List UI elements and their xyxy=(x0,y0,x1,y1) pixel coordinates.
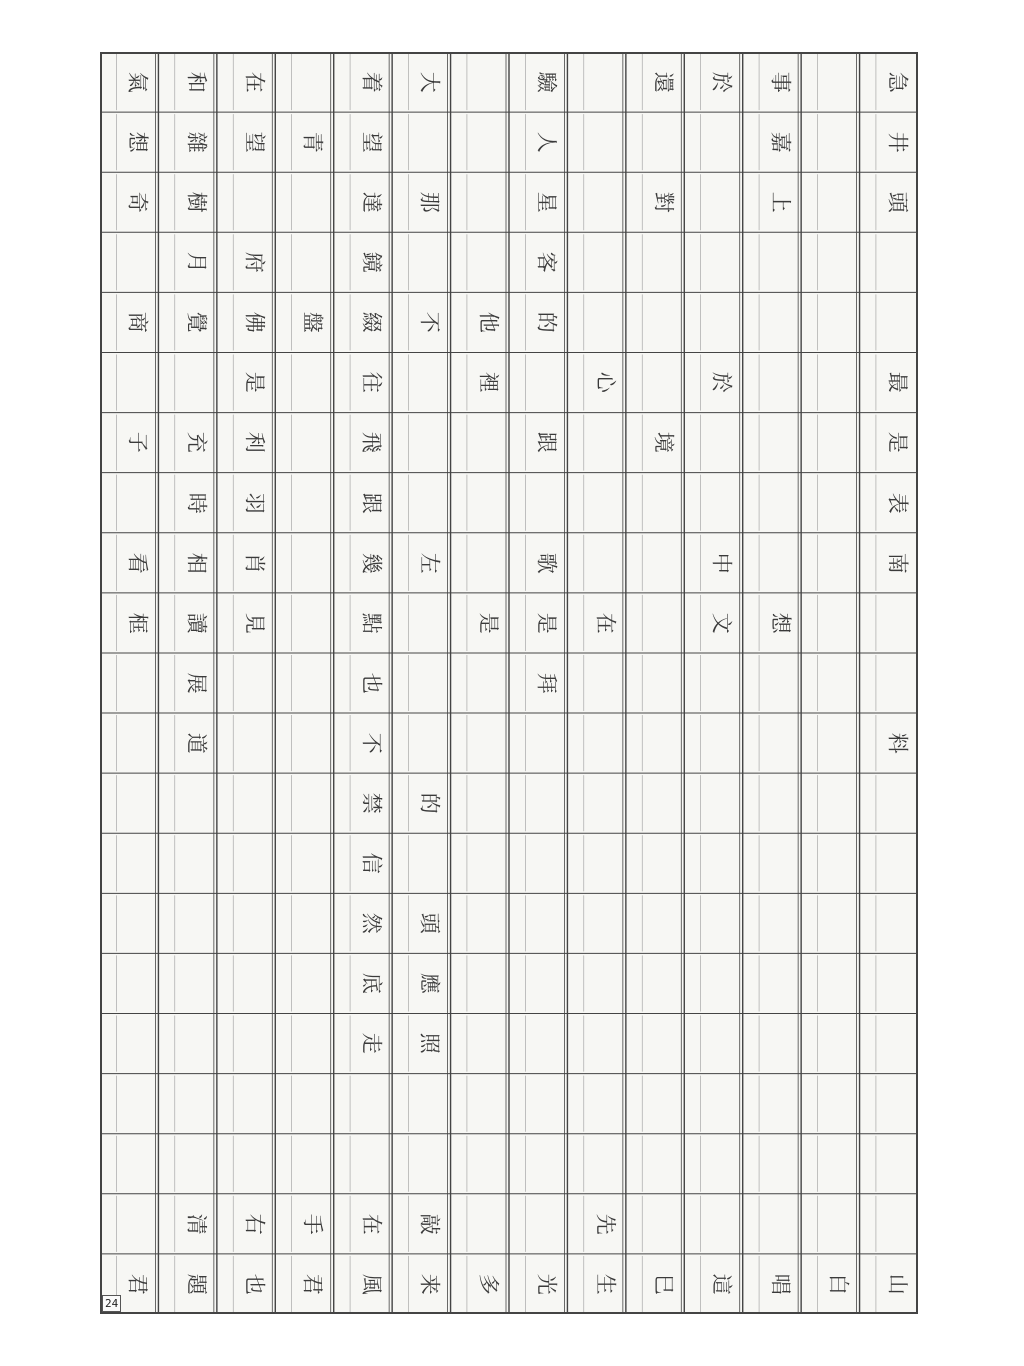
grid-cell: 中 xyxy=(710,552,735,574)
grid-cell: 是 xyxy=(242,372,267,393)
grid-cell xyxy=(579,1077,631,1129)
grid-cell xyxy=(754,657,806,709)
grid-cell xyxy=(812,777,864,829)
grid-cell xyxy=(286,56,338,108)
grid-cell: 是 xyxy=(476,612,501,634)
grid-cell xyxy=(520,1198,572,1250)
grid-cell xyxy=(871,236,923,288)
grid-cell xyxy=(637,1198,689,1250)
grid-cell xyxy=(228,657,280,709)
grid-cell xyxy=(462,537,514,589)
grid-cell xyxy=(286,1077,338,1129)
grid-cell xyxy=(637,597,689,649)
grid-cell: 利 xyxy=(242,432,267,454)
grid-cell xyxy=(462,56,514,108)
grid-cell: 驗 xyxy=(534,71,559,93)
grid-cell xyxy=(871,1198,923,1250)
grid-cell: 盤 xyxy=(301,311,326,333)
grid-cell: 見 xyxy=(242,612,267,634)
grid-cell xyxy=(695,296,747,348)
grid-cell xyxy=(403,416,455,468)
grid-cell: 急 xyxy=(885,71,910,93)
grid-cell xyxy=(462,1198,514,1250)
grid-cell xyxy=(754,296,806,348)
grid-cell: 想 xyxy=(768,612,793,634)
grid-cell xyxy=(812,416,864,468)
grid-cell: 風 xyxy=(359,1273,384,1295)
grid-cell xyxy=(228,897,280,949)
grid-cell xyxy=(637,1138,689,1190)
grid-cell xyxy=(170,1017,222,1069)
grid-cell xyxy=(111,356,163,408)
grid-cell: 最 xyxy=(885,372,910,393)
grid-cell xyxy=(579,777,631,829)
grid-cell xyxy=(871,1017,923,1069)
grid-cell: 氣 xyxy=(125,71,150,93)
grid-cell xyxy=(695,1198,747,1250)
grid-cell: 人 xyxy=(534,131,559,153)
grid-cell: 對 xyxy=(651,191,676,213)
grid-cell xyxy=(462,236,514,288)
grid-cell xyxy=(170,1138,222,1190)
grid-cell: 充 xyxy=(184,432,209,454)
grid-cell: 跟 xyxy=(534,432,559,454)
grid-cell xyxy=(637,657,689,709)
grid-cell: 佛 xyxy=(242,311,267,333)
grid-cell xyxy=(579,837,631,889)
grid-cell xyxy=(637,1017,689,1069)
grid-cell xyxy=(111,1138,163,1190)
grid-cell: 文 xyxy=(710,612,735,634)
grid-cell xyxy=(871,957,923,1009)
grid-cell xyxy=(637,957,689,1009)
grid-cell xyxy=(228,837,280,889)
grid-cell xyxy=(754,957,806,1009)
grid-cell: 大 xyxy=(418,71,443,93)
grid-cell: 展 xyxy=(184,672,209,694)
grid-cell: 和 xyxy=(184,71,209,93)
grid-cell xyxy=(637,236,689,288)
grid-cell: 事 xyxy=(768,71,793,93)
grid-cell: 也 xyxy=(359,672,384,694)
grid-cell xyxy=(579,717,631,769)
grid-cell xyxy=(286,236,338,288)
grid-cell xyxy=(637,897,689,949)
grid-cell xyxy=(170,957,222,1009)
grid-cell xyxy=(579,1138,631,1190)
grid-cell: 拜 xyxy=(534,672,559,694)
grid-cell xyxy=(462,477,514,529)
grid-cell xyxy=(637,116,689,168)
grid-cell xyxy=(286,717,338,769)
grid-cell: 裡 xyxy=(476,372,501,393)
grid-cell xyxy=(462,116,514,168)
grid-cell xyxy=(579,477,631,529)
grid-cell xyxy=(812,837,864,889)
grid-cell xyxy=(403,356,455,408)
grid-cell xyxy=(871,777,923,829)
manuscript-grid-sheet xyxy=(100,52,918,1314)
grid-cell xyxy=(695,717,747,769)
grid-cell xyxy=(754,777,806,829)
grid-cell: 南 xyxy=(885,552,910,574)
grid-cell xyxy=(286,477,338,529)
grid-cell xyxy=(462,717,514,769)
grid-cell: 然 xyxy=(359,912,384,934)
grid-cell: 在 xyxy=(359,1213,384,1235)
grid-cell xyxy=(754,1138,806,1190)
grid-cell xyxy=(695,1138,747,1190)
grid-cell: 羽 xyxy=(242,492,267,514)
grid-cell xyxy=(812,957,864,1009)
grid-cell xyxy=(695,236,747,288)
grid-cell xyxy=(111,1017,163,1069)
grid-cell xyxy=(228,717,280,769)
grid-cell xyxy=(520,837,572,889)
grid-cell xyxy=(520,1077,572,1129)
grid-cell xyxy=(812,56,864,108)
grid-cell: 望 xyxy=(242,131,267,153)
grid-cell xyxy=(637,777,689,829)
grid-cell: 相 xyxy=(184,552,209,574)
grid-cell xyxy=(579,957,631,1009)
grid-cell: 是 xyxy=(885,432,910,454)
grid-cell xyxy=(812,296,864,348)
grid-cell: 嘉 xyxy=(768,131,793,153)
grid-cell xyxy=(695,1077,747,1129)
grid-cell xyxy=(170,897,222,949)
grid-cell: 道 xyxy=(184,732,209,754)
grid-cell: 是 xyxy=(534,612,559,634)
grid-cell: 手 xyxy=(301,1213,326,1235)
grid-cell: 想 xyxy=(125,131,150,153)
grid-cell: 左 xyxy=(418,552,443,574)
grid-cell xyxy=(520,777,572,829)
grid-cell xyxy=(170,777,222,829)
grid-cell xyxy=(871,597,923,649)
grid-cell xyxy=(637,356,689,408)
grid-cell xyxy=(637,1077,689,1129)
grid-cell xyxy=(286,1138,338,1190)
grid-cell: 達 xyxy=(359,191,384,213)
grid-cell xyxy=(462,1077,514,1129)
grid-cell: 的 xyxy=(418,792,443,814)
grid-cell xyxy=(111,777,163,829)
grid-cell xyxy=(286,657,338,709)
grid-cell xyxy=(111,236,163,288)
grid-cell xyxy=(403,657,455,709)
grid-cell: 在 xyxy=(242,71,267,93)
grid-cell: 客 xyxy=(534,251,559,273)
grid-cell xyxy=(520,1138,572,1190)
grid-cell: 頭 xyxy=(885,191,910,213)
grid-cell xyxy=(462,416,514,468)
grid-cell xyxy=(286,837,338,889)
grid-cell xyxy=(228,1017,280,1069)
grid-cell xyxy=(754,477,806,529)
grid-cell: 那 xyxy=(418,191,443,213)
grid-cell xyxy=(286,416,338,468)
grid-cell: 右 xyxy=(242,1213,267,1235)
grid-cell xyxy=(871,1077,923,1129)
grid-cell: 底 xyxy=(359,972,384,994)
grid-cell: 這 xyxy=(710,1273,735,1295)
grid-cell: 綴 xyxy=(359,311,384,333)
grid-cell: 多 xyxy=(476,1273,501,1295)
grid-cell: 的 xyxy=(534,311,559,333)
grid-cell xyxy=(812,657,864,709)
grid-cell xyxy=(462,957,514,1009)
grid-cell xyxy=(462,657,514,709)
grid-cell xyxy=(286,957,338,1009)
grid-cell: 覺 xyxy=(184,311,209,333)
grid-cell xyxy=(111,837,163,889)
grid-cell xyxy=(695,416,747,468)
grid-cell: 奇 xyxy=(125,191,150,213)
grid-cell: 望 xyxy=(359,131,384,153)
grid-cell xyxy=(462,176,514,228)
grid-cell xyxy=(579,537,631,589)
grid-cell xyxy=(228,957,280,1009)
grid-cell xyxy=(754,1198,806,1250)
grid-cell xyxy=(520,717,572,769)
grid-cell: 歌 xyxy=(534,552,559,574)
grid-cell xyxy=(812,356,864,408)
grid-cell xyxy=(111,1077,163,1129)
grid-cell xyxy=(520,1017,572,1069)
grid-cell xyxy=(695,657,747,709)
grid-cell xyxy=(462,837,514,889)
grid-cell: 星 xyxy=(534,191,559,213)
grid-cell: 巳 xyxy=(651,1273,676,1295)
grid-cell: 鏡 xyxy=(359,251,384,273)
grid-cell xyxy=(754,1077,806,1129)
grid-cell: 雜 xyxy=(184,131,209,153)
grid-cell xyxy=(111,477,163,529)
grid-cell: 唱 xyxy=(768,1273,793,1295)
grid-cell xyxy=(228,777,280,829)
grid-cell xyxy=(462,1138,514,1190)
grid-cell xyxy=(695,477,747,529)
grid-cell xyxy=(579,56,631,108)
grid-cell xyxy=(812,176,864,228)
grid-cell: 應 xyxy=(418,972,443,994)
grid-cell xyxy=(871,657,923,709)
grid-cell xyxy=(286,356,338,408)
grid-cell xyxy=(579,116,631,168)
grid-cell xyxy=(170,837,222,889)
grid-cell xyxy=(579,657,631,709)
grid-cell xyxy=(812,477,864,529)
grid-cell: 禁 xyxy=(359,792,384,814)
grid-cell xyxy=(812,897,864,949)
grid-cell xyxy=(228,1077,280,1129)
grid-cell xyxy=(345,1077,397,1129)
grid-cell xyxy=(462,1017,514,1069)
grid-cell: 君 xyxy=(301,1273,326,1295)
grid-cell xyxy=(695,116,747,168)
grid-cell xyxy=(403,236,455,288)
grid-cell: 頭 xyxy=(418,912,443,934)
grid-cell xyxy=(812,597,864,649)
grid-cell xyxy=(286,777,338,829)
grid-cell xyxy=(812,1017,864,1069)
grid-cell: 看 xyxy=(125,552,150,574)
grid-cell xyxy=(170,1077,222,1129)
grid-cell xyxy=(695,777,747,829)
grid-cell xyxy=(812,717,864,769)
grid-cell: 心 xyxy=(593,372,618,393)
grid-cell xyxy=(111,1198,163,1250)
grid-cell xyxy=(871,1138,923,1190)
grid-cell: 點 xyxy=(359,612,384,634)
grid-cell xyxy=(637,717,689,769)
grid-cell xyxy=(228,1138,280,1190)
grid-cell xyxy=(403,837,455,889)
grid-cell: 於 xyxy=(710,372,735,393)
grid-cell: 光 xyxy=(534,1273,559,1295)
grid-cell xyxy=(579,897,631,949)
grid-cell: 料 xyxy=(885,732,910,754)
grid-cell xyxy=(812,537,864,589)
grid-cell xyxy=(871,897,923,949)
grid-cell xyxy=(579,1017,631,1069)
grid-cell xyxy=(286,537,338,589)
grid-cell xyxy=(111,897,163,949)
grid-cell xyxy=(286,176,338,228)
grid-cell xyxy=(812,1198,864,1250)
grid-cell xyxy=(579,416,631,468)
grid-cell xyxy=(637,537,689,589)
grid-cell: 井 xyxy=(885,131,910,153)
grid-cell xyxy=(520,477,572,529)
grid-cell xyxy=(345,1138,397,1190)
grid-cell xyxy=(403,477,455,529)
grid-cell xyxy=(403,717,455,769)
grid-cell xyxy=(812,236,864,288)
grid-cell: 清 xyxy=(184,1213,209,1235)
grid-cell xyxy=(754,236,806,288)
grid-cell: 上 xyxy=(768,191,793,213)
grid-cell xyxy=(579,296,631,348)
grid-cell xyxy=(462,777,514,829)
grid-cell xyxy=(403,1077,455,1129)
grid-cell xyxy=(403,597,455,649)
grid-cell xyxy=(695,837,747,889)
grid-cell xyxy=(170,356,222,408)
grid-cell xyxy=(111,717,163,769)
grid-cell xyxy=(754,537,806,589)
grid-cell xyxy=(579,236,631,288)
grid-cell: 不 xyxy=(418,311,443,333)
grid-cell xyxy=(754,356,806,408)
grid-cell: 白 xyxy=(827,1273,852,1295)
grid-cell xyxy=(812,116,864,168)
grid-cell: 肖 xyxy=(242,552,267,574)
grid-cell: 敲 xyxy=(418,1213,443,1235)
grid-cell: 子 xyxy=(125,432,150,454)
grid-cell: 跟 xyxy=(359,492,384,514)
grid-cell xyxy=(695,1017,747,1069)
grid-cell: 在 xyxy=(593,612,618,634)
grid-cell: 往 xyxy=(359,372,384,393)
grid-cell xyxy=(754,1017,806,1069)
grid-cell xyxy=(754,897,806,949)
grid-cell xyxy=(637,477,689,529)
grid-cell xyxy=(695,176,747,228)
grid-cell xyxy=(754,717,806,769)
grid-cell xyxy=(403,1138,455,1190)
grid-cell: 框 xyxy=(125,612,150,634)
grid-cell: 也 xyxy=(242,1273,267,1295)
grid-cell: 幾 xyxy=(359,552,384,574)
grid-cell xyxy=(695,957,747,1009)
grid-cell: 君 xyxy=(125,1273,150,1295)
grid-cell: 着 xyxy=(359,71,384,93)
grid-cell xyxy=(286,897,338,949)
grid-cell xyxy=(520,957,572,1009)
grid-cell: 府 xyxy=(242,251,267,273)
page-number-label: 24 xyxy=(102,1295,121,1312)
grid-cell: 先 xyxy=(593,1213,618,1235)
grid-cell: 於 xyxy=(710,71,735,93)
grid-cells xyxy=(100,52,918,1314)
grid-cell: 樹 xyxy=(184,191,209,213)
grid-cell xyxy=(286,1017,338,1069)
grid-cell: 山 xyxy=(885,1273,910,1295)
grid-cell xyxy=(871,296,923,348)
grid-cell: 還 xyxy=(651,71,676,93)
grid-cell: 讀 xyxy=(184,612,209,634)
grid-cell xyxy=(403,116,455,168)
grid-cell xyxy=(520,897,572,949)
grid-cell xyxy=(462,897,514,949)
grid-cell: 青 xyxy=(301,131,326,153)
grid-cell xyxy=(637,296,689,348)
grid-cell: 月 xyxy=(184,251,209,273)
grid-cell: 他 xyxy=(476,311,501,333)
grid-cell: 表 xyxy=(885,492,910,514)
grid-cell xyxy=(695,897,747,949)
grid-cell: 来 xyxy=(418,1273,443,1295)
grid-cell xyxy=(228,176,280,228)
grid-cell xyxy=(812,1077,864,1129)
grid-cell: 走 xyxy=(359,1033,384,1055)
grid-cell: 飛 xyxy=(359,432,384,454)
grid-cell xyxy=(579,176,631,228)
grid-cell: 時 xyxy=(184,492,209,514)
grid-cell: 不 xyxy=(359,732,384,754)
grid-cell xyxy=(111,957,163,1009)
grid-cell xyxy=(871,837,923,889)
grid-cell xyxy=(754,837,806,889)
grid-cell xyxy=(812,1138,864,1190)
grid-cell xyxy=(754,416,806,468)
grid-cell xyxy=(637,837,689,889)
grid-cell: 生 xyxy=(593,1273,618,1295)
grid-cell: 境 xyxy=(651,432,676,454)
grid-cell: 照 xyxy=(418,1033,443,1055)
grid-cell: 信 xyxy=(359,852,384,874)
grid-cell: 商 xyxy=(125,311,150,333)
grid-cell xyxy=(286,597,338,649)
grid-cell: 題 xyxy=(184,1273,209,1295)
grid-cell xyxy=(520,356,572,408)
grid-cell xyxy=(111,657,163,709)
